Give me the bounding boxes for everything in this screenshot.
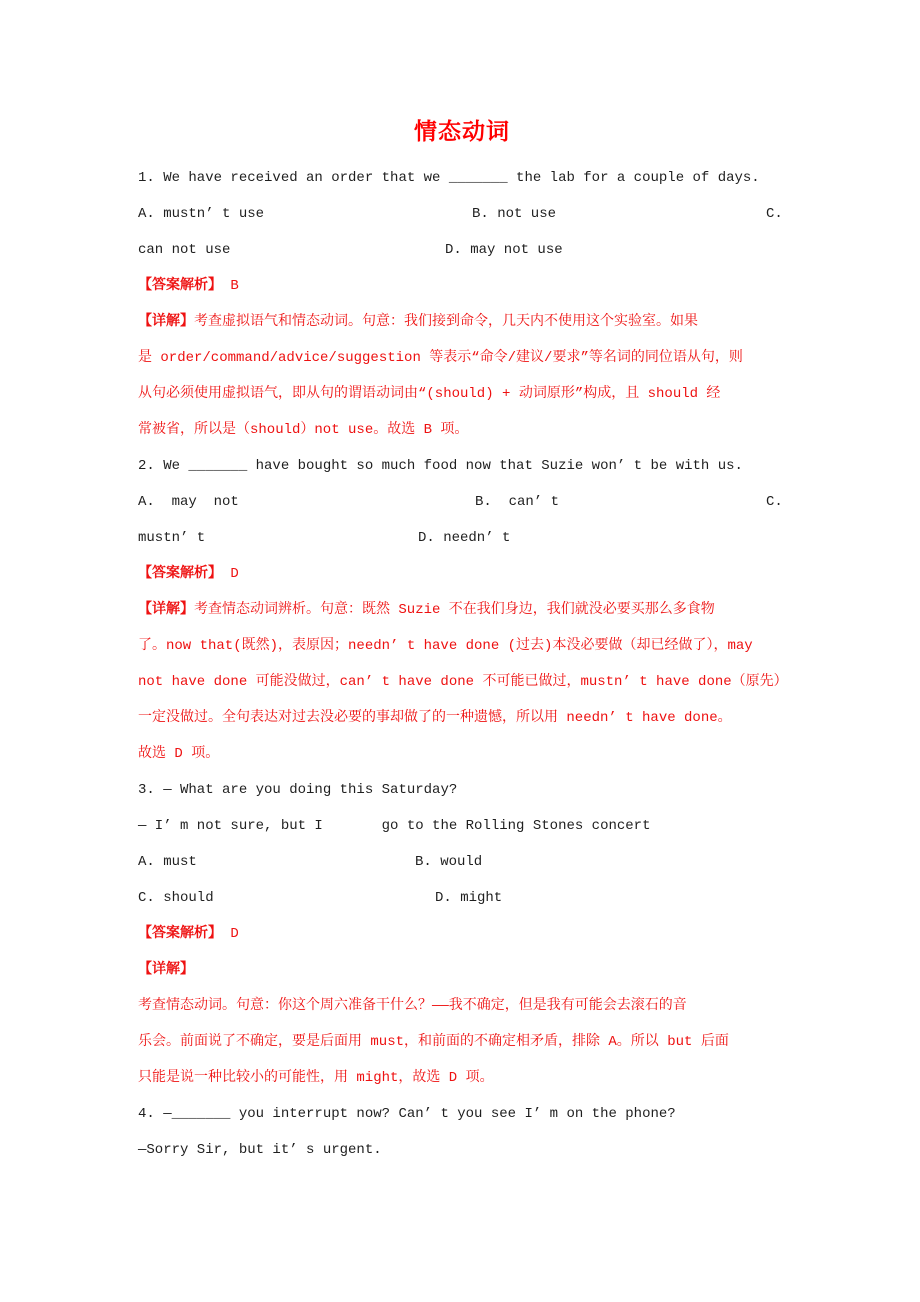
question-3-options-row-1: [138, 844, 786, 880]
explanation-text: 考查情态动词。句意：你这个周六准备干什么？——我不确定，但是我有可能会去滚石的音: [138, 998, 687, 1014]
explanation-1-line-4: [138, 412, 786, 448]
question-1-stem: [138, 160, 786, 196]
option-1b: B. not use: [472, 206, 557, 222]
answer-letter: B: [222, 278, 239, 294]
explanation-text: 了。now that(既然)，表原因；needn’ t have done (过去)本没必要做（却已经做了），may: [138, 638, 753, 654]
option-1a: A. mustn’ t use: [138, 206, 265, 222]
question-4-stem-line-1: [138, 1096, 786, 1132]
answer-1: [138, 268, 786, 304]
option-3d: D. might: [435, 890, 503, 906]
explanation-3-line-3: [138, 1024, 786, 1060]
explanation-text: 只能是说一种比较小的可能性，用 might，故选 D 项。: [138, 1070, 494, 1086]
question-4-stem-line-2: [138, 1132, 786, 1168]
answer-tag: 【答案解析】: [138, 278, 222, 294]
explanation-text: 故选 D 项。: [138, 746, 220, 762]
explanation-text: not have done 可能没做过，can’ t have done 不可能已做过，mustn’ t have done（原先）: [138, 674, 788, 690]
question-text: 4. —_______ you interrupt now? Can’ t you see I’ m on the phone?: [138, 1106, 676, 1122]
detail-tag: 【详解】: [138, 962, 194, 978]
option-1c-text: can not use: [138, 242, 231, 258]
document-lines: [138, 160, 786, 1168]
question-text: 2. We _______ have bought so much food now that Suzie won’ t be with us.: [138, 458, 743, 474]
explanation-text: 从句必须使用虚拟语气，即从句的谓语动词由“(should) + 动词原形”构成，且 should 经: [138, 386, 721, 402]
explanation-3-line-1: [138, 952, 786, 988]
answer-letter: D: [222, 926, 239, 942]
detail-tag: 【详解】: [138, 314, 194, 330]
explanation-1-line-1: [138, 304, 786, 340]
option-3c: C. should: [138, 890, 214, 906]
explanation-3-line-4: [138, 1060, 786, 1096]
question-1-options-row-2: [138, 232, 786, 268]
explanation-text: 一定没做过。全句表达对过去没必要的事却做了的一种遗憾，所以用 needn’ t have done。: [138, 710, 732, 726]
option-2a: A. may not: [138, 494, 239, 510]
question-text: —Sorry Sir, but it’ s urgent.: [138, 1142, 382, 1158]
explanation-1-line-2: [138, 340, 786, 376]
explanation-3-line-2: [138, 988, 786, 1024]
question-1-options-row-1: [138, 196, 786, 232]
question-text: — I’ m not sure, but I go to the Rolling Stones concert: [138, 818, 651, 834]
question-3-stem-line-2: [138, 808, 786, 844]
explanation-2-line-2: [138, 628, 786, 664]
question-2-options-row-1: [138, 484, 786, 520]
explanation-text: 常被省，所以是（should）not use。故选 B 项。: [138, 422, 469, 438]
question-text: 1. We have received an order that we _______ the lab for a couple of days.: [138, 170, 760, 186]
explanation-text: 是 order/command/advice/suggestion 等表示“命令/建议/要求”等名词的同位语从句，则: [138, 350, 743, 366]
answer-2: [138, 556, 786, 592]
option-3a: A. must: [138, 854, 197, 870]
answer-letter: D: [222, 566, 239, 582]
explanation-text: 乐会。前面说了不确定，要是后面用 must，和前面的不确定相矛盾，排除 A。所以 but 后面: [138, 1034, 729, 1050]
question-2-stem: [138, 448, 786, 484]
explanation-2-line-3: [138, 664, 786, 700]
question-3-stem-line-1: [138, 772, 786, 808]
explanation-1-line-3: [138, 376, 786, 412]
document-title: 情态动词: [414, 120, 510, 146]
explanation-2-line-4: [138, 700, 786, 736]
answer-tag: 【答案解析】: [138, 926, 222, 942]
explanation-text: 考查虚拟语气和情态动词。句意：我们接到命令，几天内不使用这个实验室。如果: [194, 314, 698, 330]
option-2c-text: mustn’ t: [138, 530, 206, 546]
explanation-2-line-5: [138, 736, 786, 772]
question-3-options-row-2: [138, 880, 786, 916]
answer-tag: 【答案解析】: [138, 566, 222, 582]
option-3b: B. would: [415, 854, 483, 870]
question-text: 3. — What are you doing this Saturday?: [138, 782, 458, 798]
option-1c: C.: [766, 206, 783, 222]
option-2c: C.: [766, 494, 783, 510]
explanation-text: 考查情态动词辨析。句意：既然 Suzie 不在我们身边，我们就没必要买那么多食物: [194, 602, 715, 618]
option-2d: D. needn’ t: [418, 530, 511, 546]
option-2b: B. can’ t: [475, 494, 560, 510]
option-1d: D. may not use: [445, 242, 563, 258]
answer-3: [138, 916, 786, 952]
explanation-2-line-1: [138, 592, 786, 628]
document-content: [138, 112, 786, 1168]
detail-tag: 【详解】: [138, 602, 194, 618]
question-2-options-row-2: [138, 520, 786, 556]
